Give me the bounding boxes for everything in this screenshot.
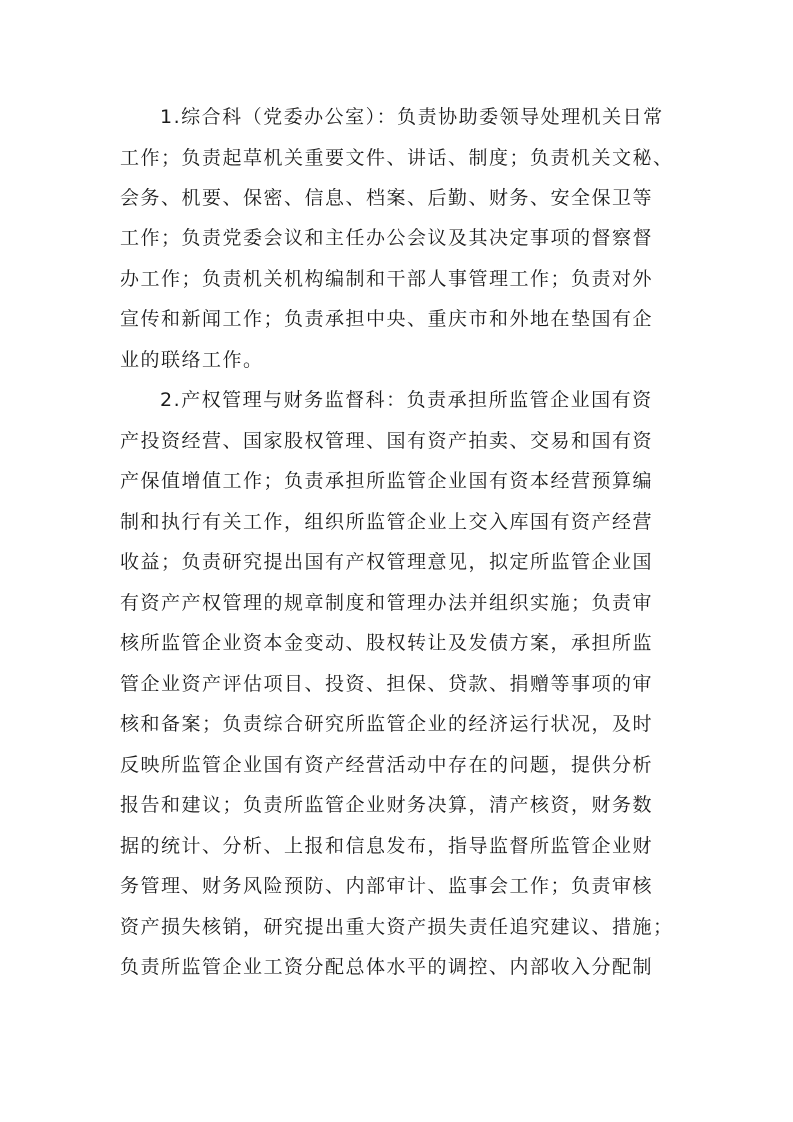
paragraph-line: 收益；负责研究提出国有产权管理意见，拟定所监管企业国: [120, 551, 654, 573]
paragraph-line: 报告和建议；负责所监管企业财务决算，清产核资，财务数: [120, 794, 654, 816]
paragraph-line: 有资产产权管理的规章制度和管理办法并组织实施；负责审: [120, 592, 654, 614]
paragraph-line: 核和备案；负责综合研究所监管企业的经济运行状况，及时: [120, 713, 654, 735]
paragraph-line: 资产损失核销，研究提出重大资产损失责任追究建议、措施；: [120, 916, 674, 938]
paragraph-line: 业的联络工作。: [120, 349, 264, 371]
paragraph-line: 反映所监管企业国有资产经营活动中存在的问题，提供分析: [120, 754, 654, 776]
paragraph-line: 务管理、财务风险预防、内部审计、监事会工作；负责审核: [120, 875, 654, 897]
paragraph-line: 制和执行有关工作，组织所监管企业上交入库国有资产经营: [120, 511, 654, 533]
paragraph-line: 宣传和新闻工作；负责承担中央、重庆市和外地在垫国有企: [120, 308, 654, 330]
paragraph-line: 2.产权管理与财务监督科：负责承担所监管企业国有资: [160, 389, 653, 411]
paragraph-line: 会务、机要、保密、信息、档案、后勤、财务、安全保卫等: [120, 187, 654, 209]
paragraph-line: 产保值增值工作；负责承担所监管企业国有资本经营预算编: [120, 470, 654, 492]
paragraph-line: 负责所监管企业工资分配总体水平的调控、内部收入分配制: [120, 956, 654, 978]
paragraph-line: 据的统计、分析、上报和信息发布，指导监督所监管企业财: [120, 835, 654, 857]
paragraph-line: 办工作；负责机关机构编制和干部人事管理工作；负责对外: [120, 268, 654, 290]
paragraph-line: 工作；负责起草机关重要文件、讲话、制度；负责机关文秘、: [120, 147, 674, 169]
paragraph-line: 管企业资产评估项目、投资、担保、贷款、捐赠等事项的审: [120, 673, 654, 695]
paragraph-line: 1.综合科（党委办公室）：负责协助委领导处理机关日常: [160, 106, 664, 128]
paragraph-line: 核所监管企业资本金变动、股权转让及发债方案，承担所监: [120, 632, 654, 654]
paragraph-line: 工作；负责党委会议和主任办公会议及其决定事项的督察督: [120, 227, 654, 249]
paragraph-line: 产投资经营、国家股权管理、国有资产拍卖、交易和国有资: [120, 430, 654, 452]
